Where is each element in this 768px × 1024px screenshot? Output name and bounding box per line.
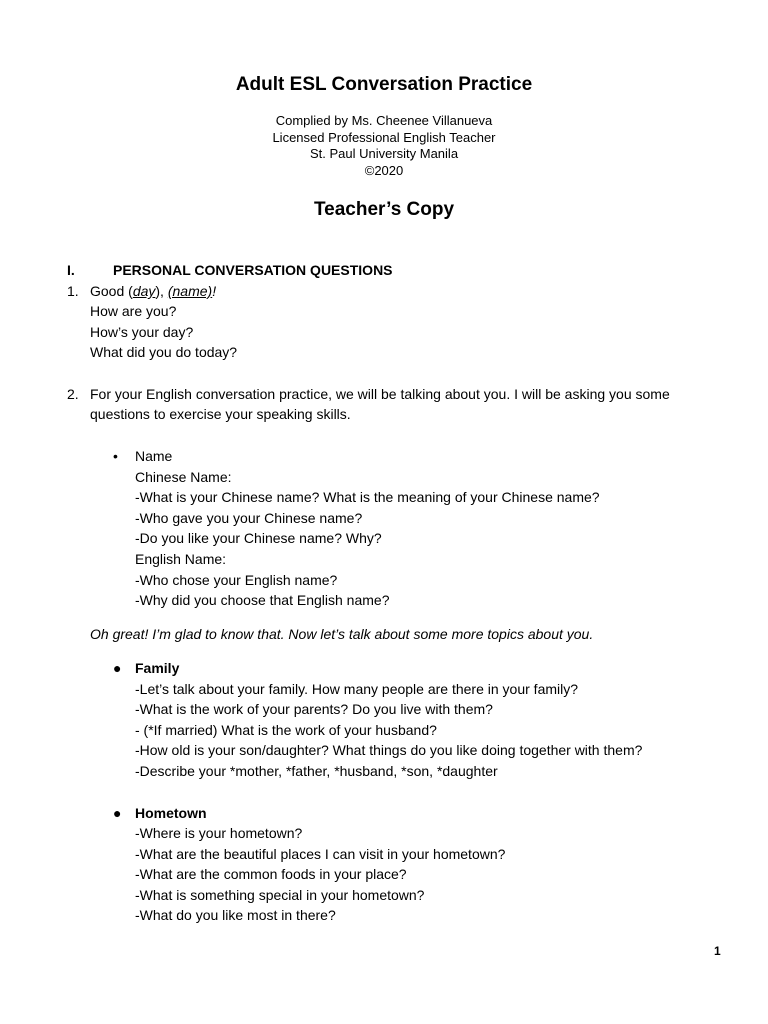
greeting-day: day — [132, 283, 156, 299]
bullet-family: ● — [113, 660, 122, 676]
bullet-hometown: ● — [113, 805, 122, 821]
item-1-line: How’s your day? — [90, 324, 194, 340]
family-line: - (*If married) What is the work of your husband? — [135, 722, 437, 738]
section-label: PERSONAL CONVERSATION QUESTIONS — [113, 262, 393, 278]
family-line: -How old is your son/daughter? What things do you like doing together with them? — [135, 742, 643, 758]
hometown-heading: Hometown — [135, 805, 207, 821]
name-heading: Name — [135, 448, 173, 464]
bullet-name: • — [113, 448, 118, 464]
credits-block — [0, 113, 768, 179]
hometown-line: -What are the beautiful places I can visit in your hometown? — [135, 846, 506, 862]
name-line: Chinese Name: — [135, 469, 232, 485]
name-line: -What is your Chinese name? What is the meaning of your Chinese name? — [135, 489, 600, 505]
credit-university: St. Paul University Manila — [309, 146, 459, 161]
credit-compiler: Complied by Ms. Cheenee Villanueva — [275, 113, 493, 128]
document-subtitle: Teacher’s Copy — [313, 199, 455, 220]
name-line: -Do you like your Chinese name? Why? — [135, 530, 382, 546]
greeting-prefix: Good ( — [90, 283, 133, 299]
credit-license: Licensed Professional English Teacher — [272, 129, 496, 145]
transition-text: Oh great! I’m glad to know that. Now let’s talk about some more topics about you. — [90, 626, 594, 642]
credit-copyright: ©2020 — [364, 162, 404, 178]
greeting-mid: ), — [155, 283, 168, 299]
name-line: -Who gave you your Chinese name? — [135, 510, 363, 526]
family-heading: Family — [135, 660, 180, 676]
item-2-line: For your English conversation practice, we will be talking about you. I will be asking you some — [90, 386, 670, 402]
family-line: -Let’s talk about your family. How many people are there in your family? — [135, 681, 579, 697]
section-number: I. — [67, 262, 75, 278]
item-1-greeting — [90, 282, 216, 300]
document-title: Adult ESL Conversation Practice — [235, 74, 533, 95]
greeting-name: (name) — [167, 283, 213, 299]
item-2-number: 2. — [67, 386, 79, 402]
page-number: 1 — [714, 944, 721, 958]
name-line: -Why did you choose that English name? — [135, 592, 390, 608]
hometown-line: -What are the common foods in your place? — [135, 866, 407, 882]
item-2-line: questions to exercise your speaking skills. — [90, 406, 351, 422]
greeting-suffix: ! — [212, 283, 217, 299]
family-line: -What is the work of your parents? Do you live with them? — [135, 701, 493, 717]
name-line: -Who chose your English name? — [135, 572, 338, 588]
item-1-line: How are you? — [90, 303, 177, 319]
hometown-line: -What do you like most in there? — [135, 907, 336, 923]
family-line: -Describe your *mother, *father, *husband, *son, *daughter — [135, 763, 498, 779]
item-1-line: What did you do today? — [90, 344, 238, 360]
hometown-line: -Where is your hometown? — [135, 825, 303, 841]
hometown-line: -What is something special in your hometown? — [135, 887, 425, 903]
item-1-number: 1. — [67, 283, 79, 299]
name-line: English Name: — [135, 551, 227, 567]
